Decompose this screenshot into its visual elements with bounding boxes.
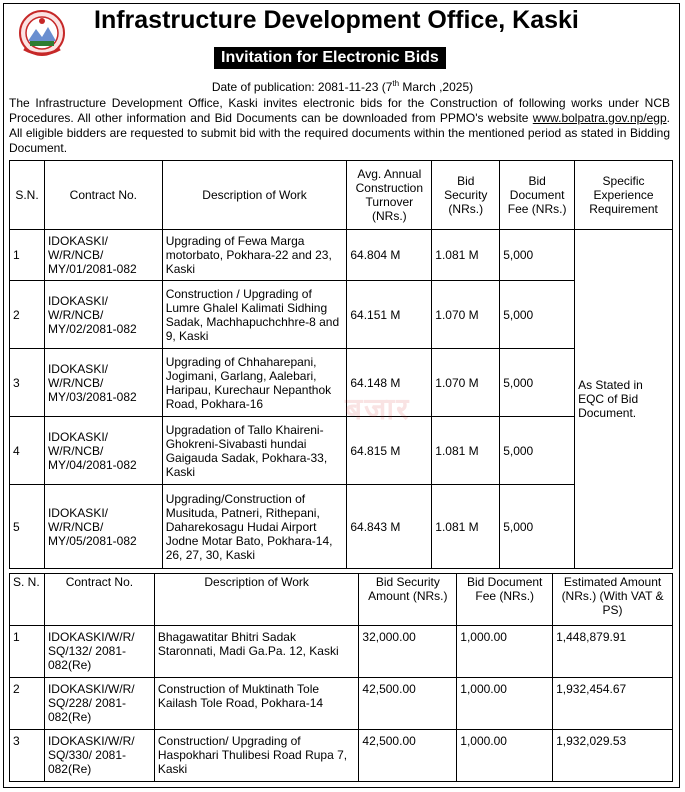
cell-fee: 1,000.00 — [457, 730, 553, 782]
cell-contract: IDOKASKI/W/R/ SQ/330/ 2081-082(Re) — [44, 730, 154, 782]
experience-requirement: As Stated in EQC of Bid Document. — [575, 230, 673, 569]
cell-estimated: 1,448,879.91 — [553, 626, 673, 678]
cell-turnover: 64.804 M — [347, 230, 432, 281]
table-row — [10, 626, 673, 678]
cell-turnover: 64.843 M — [347, 485, 432, 569]
header-estimated-amount: Estimated Amount (NRs.) (With VAT & PS) — [553, 574, 673, 626]
cell-contract: IDOKASKI/W/R/ SQ/228/ 2081-082(Re) — [44, 678, 154, 730]
cell-description: Construction of Muktinath Tole Kailash Tole Road, Pokhara-14 — [154, 678, 359, 730]
table-header-row — [10, 161, 673, 230]
cell-contract: IDOKASKI/ W/R/NCB/ MY/03/2081-082 — [44, 349, 162, 417]
cell-security: 1.081 M — [432, 417, 500, 485]
header-bid-security: Bid Security Amount (NRs.) — [359, 574, 457, 626]
table-row — [10, 230, 673, 281]
cell-sn: 2 — [10, 678, 45, 730]
cell-turnover: 64.815 M — [347, 417, 432, 485]
cell-security: 1.070 M — [432, 349, 500, 417]
notice-subtitle: Invitation for Electronic Bids — [214, 47, 446, 69]
cell-turnover: 64.151 M — [347, 281, 432, 349]
header-document-fee: Bid Document Fee (NRs.) — [457, 574, 553, 626]
header-sn: S. N. — [10, 574, 45, 626]
cell-description: Upgrading of Chhaharepani, Jogimani, Garlang, Aalebari, Haripau, Kurechaur Nepanthok Road, Pokhara-16 — [162, 349, 347, 417]
cell-contract: IDOKASKI/ W/R/NCB/ MY/01/2081-082 — [44, 230, 162, 281]
header-sn: S.N. — [10, 161, 45, 230]
table-header-row — [10, 574, 673, 626]
cell-fee: 5,000 — [500, 281, 575, 349]
header-description: Description of Work — [162, 161, 347, 230]
cell-description: Construction / Upgrading of Lumre Ghalel Kalimati Sidhing Sadak, Machhapuchchhre-8 and 9, Kaski — [162, 281, 347, 349]
cell-estimated: 1,932,454.67 — [553, 678, 673, 730]
table-row — [10, 485, 673, 569]
cell-contract: IDOKASKI/ W/R/NCB/ MY/05/2081-082 — [44, 485, 162, 569]
cell-fee: 1,000.00 — [457, 626, 553, 678]
cell-security: 1.081 M — [432, 485, 500, 569]
cell-sn: 2 — [10, 281, 45, 349]
cell-description: Bhagawatitar Bhitri Sadak Staronnati, Madi Ga.Pa. 12, Kaski — [154, 626, 359, 678]
cell-security: 1.070 M — [432, 281, 500, 349]
ppmo-website-link[interactable]: www.bolpatra.gov.np/egp — [532, 111, 667, 125]
cell-security: 1.081 M — [432, 230, 500, 281]
header-document-fee: Bid Document Fee (NRs.) — [500, 161, 575, 230]
cell-description: Upgrading of Fewa Marga motorbato, Pokhara-22 and 23, Kaski — [162, 230, 347, 281]
cell-description: Construction/ Upgrading of Haspokhari Thulibesi Road Rupa 7, Kaski — [154, 730, 359, 782]
cell-fee: 5,000 — [500, 230, 575, 281]
cell-fee: 1,000.00 — [457, 678, 553, 730]
office-title: Infrastructure Development Office, Kaski — [94, 6, 579, 34]
cell-turnover: 64.148 M — [347, 349, 432, 417]
ncb-contracts-table — [9, 160, 673, 569]
watermark: बजार — [345, 393, 411, 426]
cell-fee: 5,000 — [500, 485, 575, 569]
table-row — [10, 281, 673, 349]
government-emblem-icon — [18, 9, 66, 57]
cell-sn: 4 — [10, 417, 45, 485]
cell-description: Upgradation of Tallo Khaireni-Ghokreni-Sivabasti hundai Gaigauda Sadak, Pokhara-33, Kaski — [162, 417, 347, 485]
cell-estimated: 1,932,029.53 — [553, 730, 673, 782]
cell-description: Upgrading/Construction of Musituda, Patneri, Rithepani, Daharekosagu Hudai Airport Jodne Motar Bato, Pokhara-14, 26, 27, 30, Kaski — [162, 485, 347, 569]
header-description: Description of Work — [154, 574, 359, 626]
table-row — [10, 417, 673, 485]
header-bid-security: Bid Security (NRs.) — [432, 161, 500, 230]
intro-paragraph: The Infrastructure Development Office, Kaski invites electronic bids for the Construction of following works under NCB Procedures. All other information and Bid Documents can be downloaded from PPMO's website www.bolpatra.gov.np/egp. All eligible bidders are requested to submit bid with the required documents within the mentioned period as stated in Bidding Document. — [9, 96, 670, 155]
header-contract: Contract No. — [44, 161, 162, 230]
cell-sn: 3 — [10, 349, 45, 417]
header-turnover: Avg. Annual Construction Turnover (NRs.) — [347, 161, 432, 230]
cell-security: 32,000.00 — [359, 626, 457, 678]
header-experience: Specific Experience Requirement — [575, 161, 673, 230]
cell-security: 42,500.00 — [359, 678, 457, 730]
publication-date: Date of publication: 2081-11-23 (7th March ,2025) — [211, 79, 474, 94]
table-row — [10, 678, 673, 730]
cell-sn: 3 — [10, 730, 45, 782]
cell-fee: 5,000 — [500, 349, 575, 417]
header-contract: Contract No. — [44, 574, 154, 626]
cell-fee: 5,000 — [500, 417, 575, 485]
cell-contract: IDOKASKI/ W/R/NCB/ MY/04/2081-082 — [44, 417, 162, 485]
cell-security: 42,500.00 — [359, 730, 457, 782]
cell-sn: 5 — [10, 485, 45, 569]
cell-contract: IDOKASKI/W/R/ SQ/132/ 2081-082(Re) — [44, 626, 154, 678]
table-row — [10, 730, 673, 782]
table-row — [10, 349, 673, 417]
sq-contracts-table — [9, 573, 673, 782]
cell-contract: IDOKASKI/ W/R/NCB/ MY/02/2081-082 — [44, 281, 162, 349]
cell-sn: 1 — [10, 230, 45, 281]
cell-sn: 1 — [10, 626, 45, 678]
